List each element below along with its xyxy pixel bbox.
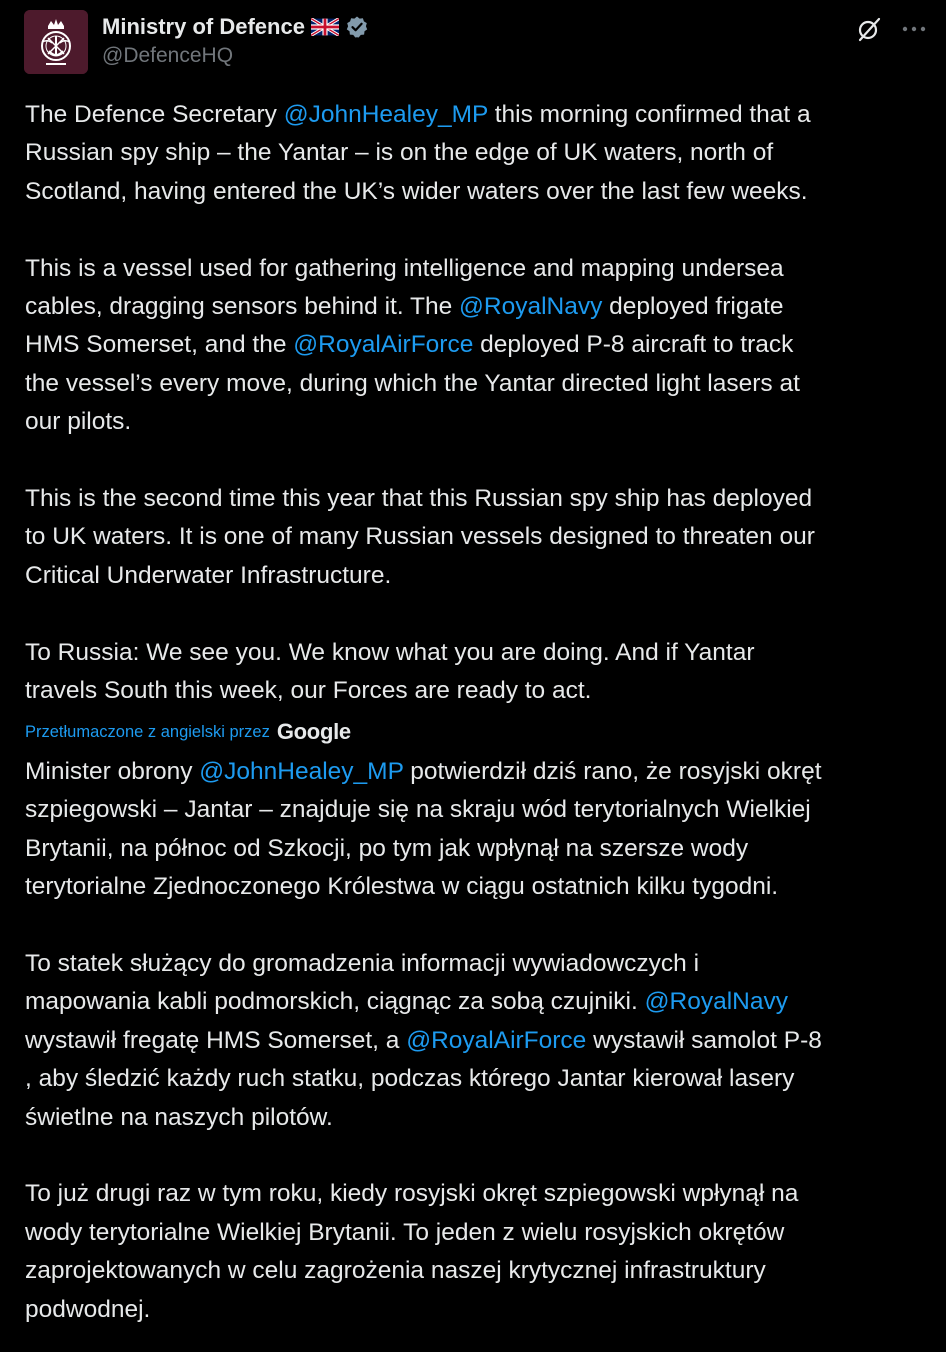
text-line: This is a vessel used for gathering intelligence and mapping undersea: [25, 254, 784, 282]
mention-link[interactable]: @RoyalNavy: [644, 988, 788, 1016]
text-line: terytorialne Zjednoczonego Królestwa w ciągu ostatnich kilku tygodni.: [25, 873, 779, 901]
text-line: , aby śledzić każdy ruch statku, podczas którego Jantar kierował lasery: [25, 1065, 795, 1093]
paragraph-gap: [25, 442, 925, 480]
text-line: To już drugi raz w tym roku, kiedy rosyjski okręt szpiegowski wpłynął na: [25, 1180, 799, 1208]
text-line: Russian spy ship – the Yantar – is on the edge of UK waters, north of: [25, 139, 774, 167]
text-line: Brytanii, na północ od Szkocji, po tym jak wpłynął na szersze wody: [25, 834, 749, 862]
mention-link[interactable]: @RoyalNavy: [459, 293, 603, 321]
translated-text: [25, 753, 930, 1329]
handle[interactable]: @DefenceHQ: [102, 44, 234, 67]
grok-icon[interactable]: [856, 16, 882, 42]
text-line: świetlne na naszych pilotów.: [25, 1103, 333, 1131]
more-options-icon[interactable]: [900, 16, 928, 42]
text-line: travels South this week, our Forces are ready to act.: [25, 677, 592, 705]
translation-attribution: [25, 716, 351, 748]
tweet-text: [25, 96, 925, 710]
text-line: To Russia: We see you. We know what you are doing. And if Yantar: [25, 638, 755, 666]
paragraph-gap: [25, 211, 925, 249]
mention-link[interactable]: @RoyalAirForce: [406, 1026, 587, 1054]
display-name[interactable]: Ministry of Defence: [102, 14, 305, 39]
text-line: HMS Somerset, and the @RoyalAirForce deployed P-8 aircraft to track: [25, 331, 794, 359]
text-line: To statek służący do gromadzenia informacji wywiadowczych i: [25, 950, 700, 978]
name-block: [102, 12, 369, 68]
display-name-row: [102, 12, 369, 42]
text-line: Scotland, having entered the UK’s wider waters over the last few weeks.: [25, 177, 808, 205]
uk-flag-icon: [311, 18, 339, 36]
text-line: the vessel’s every move, during which the Yantar directed light lasers at: [25, 369, 800, 397]
verified-badge-icon[interactable]: [345, 15, 369, 39]
text-line: cables, dragging sensors behind it. The @RoyalNavy deployed frigate: [25, 293, 784, 321]
tweet-header: [24, 10, 930, 78]
text-line: to UK waters. It is one of many Russian vessels designed to threaten our: [25, 523, 815, 551]
mention-link[interactable]: @JohnHealey_MP: [283, 101, 488, 128]
ministry-crest-icon: [24, 10, 88, 74]
paragraph-gap: [25, 907, 930, 945]
text-line: podwodnej.: [25, 1295, 151, 1323]
text-line: The Defence Secretary @JohnHealey_MP this morning confirmed that a: [25, 101, 811, 128]
paragraph-gap: [25, 1137, 930, 1175]
text-line: Critical Underwater Infrastructure.: [25, 561, 392, 589]
text-line: our pilots.: [25, 408, 132, 436]
text-line: zaprojektowanych w celu zagrożenia naszej krytycznej infrastruktury: [25, 1257, 766, 1285]
text-line: wystawił fregatę HMS Somerset, a @RoyalAirForce wystawił samolot P-8: [25, 1026, 822, 1054]
mention-link[interactable]: @RoyalAirForce: [293, 331, 474, 359]
text-line: mapowania kabli podmorskich, ciągnąc za sobą czujniki. @RoyalNavy: [25, 988, 788, 1016]
text-line: This is the second time this year that this Russian spy ship has deployed: [25, 485, 813, 513]
google-logo: Google: [276, 719, 351, 744]
text-line: Minister obrony @JohnHealey_MP potwierdził dziś rano, że rosyjski okręt: [25, 758, 822, 785]
avatar[interactable]: [24, 10, 88, 74]
paragraph-gap: [25, 595, 925, 633]
mention-link[interactable]: @JohnHealey_MP: [199, 758, 404, 785]
text-line: wody terytorialne Wielkiej Brytanii. To jeden z wielu rosyjskich okrętów: [25, 1218, 785, 1246]
text-line: szpiegowski – Jantar – znajduje się na skraju wód terytorialnych Wielkiej: [25, 796, 811, 824]
translated-by-link[interactable]: Przetłumaczone z angielski przez: [25, 722, 270, 741]
